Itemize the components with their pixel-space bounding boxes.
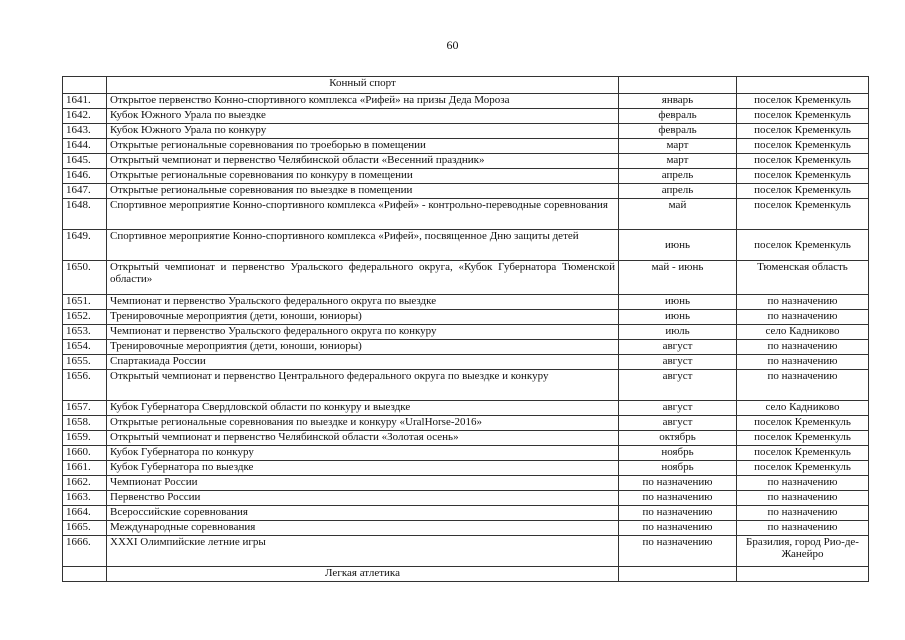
event-place: поселок Кременкуль (737, 446, 869, 461)
event-place: по назначению (737, 491, 869, 506)
row-number: 1658. (63, 416, 107, 431)
event-place: село Кадниково (737, 325, 869, 340)
event-place: по назначению (737, 506, 869, 521)
table-row (63, 295, 869, 310)
event-name: Тренировочные мероприятия (дети, юноши, юниоры) (107, 310, 619, 325)
row-number: 1641. (63, 94, 107, 109)
event-name: Первенство России (107, 491, 619, 506)
table-row (63, 446, 869, 461)
event-name: Тренировочные мероприятия (дети, юноши, юниоры) (107, 340, 619, 355)
event-name: Кубок Южного Урала по выездке (107, 109, 619, 124)
event-date: март (619, 139, 737, 154)
event-date: по назначению (619, 536, 737, 567)
event-date: ноябрь (619, 461, 737, 476)
row-number: 1648. (63, 199, 107, 230)
event-name: Открытый чемпионат и первенство Челябинской области «Золотая осень» (107, 431, 619, 446)
row-number: 1649. (63, 230, 107, 261)
event-date: февраль (619, 124, 737, 139)
row-number: 1654. (63, 340, 107, 355)
row-number: 1643. (63, 124, 107, 139)
row-number: 1647. (63, 184, 107, 199)
event-name: Открытые региональные соревнования по выездке в помещении (107, 184, 619, 199)
row-number: 1656. (63, 370, 107, 401)
event-date: июль (619, 325, 737, 340)
table-row (63, 124, 869, 139)
event-name: Чемпионат и первенство Уральского федерального округа по конкуру (107, 325, 619, 340)
event-date: октябрь (619, 431, 737, 446)
event-name: Кубок Губернатора Свердловской области по конкуру и выездке (107, 401, 619, 416)
event-name: Открытые региональные соревнования по конкуру в помещении (107, 169, 619, 184)
event-date: июнь (619, 230, 737, 261)
row-number: 1666. (63, 536, 107, 567)
table-row (63, 325, 869, 340)
row-number: 1655. (63, 355, 107, 370)
table-row (63, 461, 869, 476)
event-place: поселок Кременкуль (737, 184, 869, 199)
row-number: 1642. (63, 109, 107, 124)
row-number: 1651. (63, 295, 107, 310)
event-place: по назначению (737, 355, 869, 370)
event-place: поселок Кременкуль (737, 109, 869, 124)
page-number: 60 (446, 38, 459, 52)
event-name: Открытые региональные соревнования по троеборью в помещении (107, 139, 619, 154)
event-place: поселок Кременкуль (737, 461, 869, 476)
event-date: по назначению (619, 521, 737, 536)
table-row (63, 139, 869, 154)
event-date: по назначению (619, 506, 737, 521)
event-place: поселок Кременкуль (737, 124, 869, 139)
event-date: апрель (619, 169, 737, 184)
event-name: Чемпионат России (107, 476, 619, 491)
row-number: 1659. (63, 431, 107, 446)
table-row (63, 230, 869, 261)
event-place: поселок Кременкуль (737, 431, 869, 446)
row-number: 1662. (63, 476, 107, 491)
event-date: январь (619, 94, 737, 109)
event-date: август (619, 340, 737, 355)
event-date: август (619, 416, 737, 431)
table-cell (619, 567, 737, 582)
event-place: по назначению (737, 370, 869, 401)
table-cell (737, 567, 869, 582)
event-place: по назначению (737, 310, 869, 325)
table-row (63, 491, 869, 506)
event-name: Спартакиада России (107, 355, 619, 370)
row-number: 1661. (63, 461, 107, 476)
event-name: Открытый чемпионат и первенство Челябинской области «Весенний праздник» (107, 154, 619, 169)
event-name: Кубок Губернатора по выездке (107, 461, 619, 476)
table-row (63, 521, 869, 536)
event-place: поселок Кременкуль (737, 199, 869, 230)
row-number: 1650. (63, 261, 107, 295)
event-name: Международные соревнования (107, 521, 619, 536)
event-date: ноябрь (619, 446, 737, 461)
event-name: XXXI Олимпийские летние игры (107, 536, 619, 567)
table-row (63, 94, 869, 109)
table-row (63, 476, 869, 491)
table-row (63, 184, 869, 199)
section-header-row (63, 567, 869, 582)
row-number: 1657. (63, 401, 107, 416)
event-place: Тюменская область (737, 261, 869, 295)
event-name: Всероссийские соревнования (107, 506, 619, 521)
row-number: 1663. (63, 491, 107, 506)
event-name: Чемпионат и первенство Уральского федерального округа по выездке (107, 295, 619, 310)
row-number: 1665. (63, 521, 107, 536)
event-name: Спортивное мероприятие Конно-спортивного комплекса «Рифей», посвященное Дню защиты детей (107, 230, 619, 261)
table-row (63, 199, 869, 230)
event-name: Кубок Южного Урала по конкуру (107, 124, 619, 139)
row-number: 1646. (63, 169, 107, 184)
event-place: поселок Кременкуль (737, 139, 869, 154)
row-number: 1664. (63, 506, 107, 521)
event-date: май - июнь (619, 261, 737, 295)
table-row (63, 431, 869, 446)
table-row (63, 536, 869, 567)
event-date: август (619, 355, 737, 370)
event-place: село Кадниково (737, 401, 869, 416)
event-name: Открытое первенство Конно-спортивного комплекса «Рифей» на призы Деда Мороза (107, 94, 619, 109)
table-row (63, 109, 869, 124)
table-row (63, 370, 869, 401)
event-date: май (619, 199, 737, 230)
event-place: по назначению (737, 476, 869, 491)
row-number: 1644. (63, 139, 107, 154)
event-name: Открытые региональные соревнования по выездке и конкуру «UralHorse-2016» (107, 416, 619, 431)
event-name: Открытый чемпионат и первенство Уральского федерального округа, «Кубок Губернатора Тюменской области» (107, 261, 619, 295)
event-name: Кубок Губернатора по конкуру (107, 446, 619, 461)
event-date: февраль (619, 109, 737, 124)
section-title: Легкая атлетика (107, 567, 619, 582)
event-place: по назначению (737, 521, 869, 536)
table-row (63, 401, 869, 416)
section-header-row (63, 77, 869, 94)
table-row (63, 416, 869, 431)
table-cell (619, 77, 737, 94)
table-row (63, 310, 869, 325)
events-table (62, 76, 869, 582)
table-row (63, 340, 869, 355)
event-place: по назначению (737, 340, 869, 355)
event-date: август (619, 401, 737, 416)
event-place: Бразилия, город Рио-де-Жанейро (737, 536, 869, 567)
event-place: поселок Кременкуль (737, 416, 869, 431)
table-row (63, 154, 869, 169)
event-place: поселок Кременкуль (737, 169, 869, 184)
event-date: апрель (619, 184, 737, 199)
row-number: 1652. (63, 310, 107, 325)
event-date: июнь (619, 295, 737, 310)
event-place: поселок Кременкуль (737, 154, 869, 169)
event-date: июнь (619, 310, 737, 325)
event-date: по назначению (619, 476, 737, 491)
row-number: 1653. (63, 325, 107, 340)
table-row (63, 355, 869, 370)
event-date: по назначению (619, 491, 737, 506)
event-name: Открытый чемпионат и первенство Центрального федерального округа по выездке и конкуру (107, 370, 619, 401)
table-row (63, 169, 869, 184)
table-row (63, 506, 869, 521)
event-name: Спортивное мероприятие Конно-спортивного комплекса «Рифей» - контрольно-переводные соревнования (107, 199, 619, 230)
table-cell (63, 77, 107, 94)
table-cell (63, 567, 107, 582)
row-number: 1660. (63, 446, 107, 461)
table-row (63, 261, 869, 295)
event-place: поселок Кременкуль (737, 230, 869, 261)
table-cell (737, 77, 869, 94)
event-date: август (619, 370, 737, 401)
section-title: Конный спорт (107, 77, 619, 94)
event-place: по назначению (737, 295, 869, 310)
event-place: поселок Кременкуль (737, 94, 869, 109)
event-date: март (619, 154, 737, 169)
row-number: 1645. (63, 154, 107, 169)
